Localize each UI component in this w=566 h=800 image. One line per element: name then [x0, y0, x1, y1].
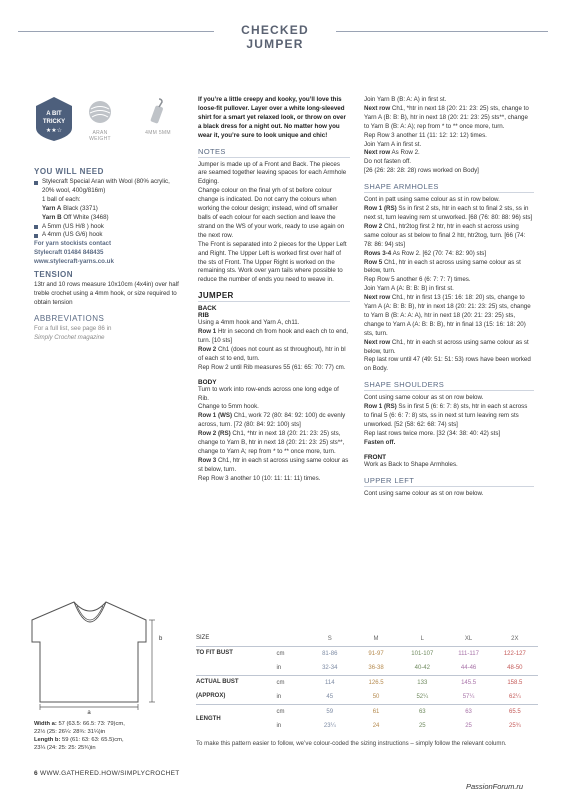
next-row-2	[364, 149, 534, 158]
cell-m: 50	[372, 694, 380, 700]
upper-left-rule	[364, 486, 534, 487]
width-line	[34, 720, 184, 728]
row-unit: in	[276, 723, 282, 730]
yarn-a-line	[34, 205, 182, 214]
row-label: TO FIT BUST	[196, 647, 276, 662]
cell-l: 25	[418, 723, 426, 730]
notes-rule	[198, 157, 350, 158]
cell-l: 63	[399, 705, 445, 720]
next-row-1-label: Next row	[364, 104, 391, 112]
abbreviations-text-1: For a full list, see page 86 in	[34, 324, 112, 332]
body-row-2	[198, 430, 350, 457]
yarn-b-label: Yarn B	[42, 213, 62, 221]
diagram-label-b: b	[159, 636, 163, 642]
cell-s: 114	[307, 676, 353, 691]
size-header-2x: 2X	[511, 636, 519, 642]
shoulders-rule	[364, 390, 534, 391]
width-cm: 57 (63.5: 66.5: 73: 79)cm,	[58, 721, 125, 727]
shoulders-para-1: Cont using same colour as st on row below.	[364, 394, 484, 402]
table-note: To make this pattern easier to follow, we’ve colour-coded the sizing instructions – simply follow the relevant column.	[196, 740, 507, 747]
yarn-b-value: Off White (3468)	[63, 213, 109, 221]
difficulty-stars-icon: ★★☆	[45, 127, 63, 134]
table-row	[196, 719, 538, 734]
body-heading: BODY	[198, 378, 217, 386]
front-para: Work as Back to Shape Armholes.	[364, 460, 458, 468]
front-heading: FRONT	[364, 453, 387, 461]
tension-heading: TENSION	[34, 270, 74, 280]
cell-s: 45	[326, 694, 334, 700]
cell-s: 23¼	[323, 723, 336, 730]
cell-l: 40-42	[414, 665, 430, 671]
hook-size-caption: 4MM 5MM	[145, 130, 171, 136]
rib-row-1-text: Htr in second ch from hook and each ch to end, turn. [10 sts]	[198, 328, 348, 345]
cell-s: 59	[307, 705, 353, 720]
shoulders-repeat: Rep last rows twice more. [32 (34: 38: 40: 42) sts]	[364, 429, 501, 437]
upper-left-para: Cont using same colour as st on row below.	[364, 489, 484, 497]
row-unit: in	[276, 694, 282, 700]
cell-m: 61	[353, 705, 399, 720]
row-unit: cm	[276, 676, 306, 691]
jumper-heading: JUMPER	[198, 291, 234, 301]
title-rule-left	[18, 31, 214, 32]
armholes-next-2-text: Ch1, htr in each st across using same colour as st below, turn.	[364, 338, 529, 355]
abbreviations-text-2: Simply Crochet magazine	[34, 333, 105, 341]
body-para-1: Turn to work into row-ends across one long edge of Rib.	[198, 385, 339, 402]
cell-l: 52¼	[416, 694, 429, 700]
rib-heading: RIB	[198, 312, 210, 320]
yarn-item: Stylecraft Special Aran with Wool (80% acrylic, 20% wool, 400g/816m)	[34, 178, 182, 196]
table-row	[196, 647, 538, 662]
watermark: PassionForum.ru	[466, 782, 524, 791]
cell-xl: 145.5	[445, 676, 491, 691]
cell-s: 81-86	[307, 647, 353, 662]
next-row-2-text: As Row 2.	[391, 149, 420, 157]
rib-row-1-label: Row 1	[198, 328, 217, 336]
yarn-a-value: Black (3371)	[63, 204, 98, 212]
rib-row-1	[198, 328, 350, 346]
armholes-row-5	[364, 259, 534, 277]
row-label: (APPROX)	[196, 693, 226, 700]
back-heading: BACK	[198, 305, 217, 313]
body-repeat: Rep Row 3 another 10 (10: 11: 11: 11) times.	[198, 474, 321, 482]
title-bar	[0, 22, 566, 51]
armholes-repeat-2: Rep last row until 47 (49: 51: 51: 53) rows have been worked on Body.	[364, 356, 531, 373]
size-header-l: L	[420, 636, 424, 642]
cell-m: 126.5	[353, 676, 399, 691]
page-footer	[34, 770, 180, 777]
upper-left-heading: UPPER LEFT	[364, 475, 415, 485]
yarn-b-line	[34, 214, 182, 223]
difficulty-badges	[34, 96, 182, 148]
cell-m: 24	[372, 723, 380, 730]
next-row-1	[364, 105, 534, 132]
size-header-unit	[276, 632, 306, 647]
intro-paragraph: If you’re a little creepy and kooky, you’ll love this loose-fit pullover. Layer over a white long-sleeved shirt for a smart yet relaxed look, or throw on over a black dress for a night out. No matter how you wear it, you’re sure to look unique and chic!	[198, 96, 346, 139]
hook-item-1: A 5mm (US H/8 ) hook	[34, 223, 182, 232]
rib-row-2-label: Row 2	[198, 345, 217, 353]
cell-2x: 122-127	[492, 647, 538, 662]
body-row-3-text: Ch1, htr in each st across using same colour as st below, turn.	[198, 456, 349, 473]
shape-shoulders-heading: SHAPE SHOULDERS	[364, 380, 445, 390]
notes-para-3: The Front is separated into 2 pieces for the Upper Left and Right. The Upper Left is worked first over half of the sts of Front. The Upper Right is worked on the remaining sts. Work over yarn tails where possible to reduce the number of ends you need to weave in.	[198, 240, 347, 284]
badge-line1: A BIT	[46, 111, 62, 117]
row-unit: cm	[276, 705, 306, 720]
rib-repeat: Rep Row 2 until Rib measures 55 (61: 65: 70: 77) cm.	[198, 363, 346, 371]
jumper-rule	[198, 301, 350, 302]
size-header-m: M	[373, 636, 379, 642]
armholes-next-1-text: Ch1, htr in first 13 (15: 16: 18: 20) sts, change to Yarn A (A: B: B: B), htr in next 18 (20: 21: 23: 25) sts, change to Yarn B (B: A: A: A), htr in next 18 (20: 21: 23: 25) sts, change to Yarn A (A: B: B: B), htr in final 13 (15: 16: 18: 20) sts, turn.	[364, 294, 531, 337]
hook-item-2: A 4mm (US G/6) hook	[34, 231, 182, 240]
do-not-fasten: Do not fasten off.	[364, 158, 412, 166]
shoulders-row-1	[364, 403, 534, 430]
armholes-row-2-text: Ch1, htr2tog first 2 htr, htr in each st across using same colour as st below to final 2 htr, htr2tog, turn. [66 (74: 78: 86: 94) sts]	[364, 222, 526, 248]
cell-xl: 25	[465, 723, 472, 730]
row-label	[196, 661, 276, 676]
cell-m: 36-38	[368, 665, 384, 671]
left-column	[34, 167, 182, 343]
table-row	[196, 690, 538, 705]
middle-column	[198, 96, 350, 484]
yarn-a-label: Yarn A	[42, 204, 62, 212]
diagram-label-a: a	[87, 710, 91, 714]
armholes-next-2-label: Next row	[364, 338, 391, 346]
right-para-1: Join Yarn B (B: A: A) in first st.	[364, 96, 447, 103]
body-row-2-label: Row 2 (RS)	[198, 430, 231, 438]
armholes-row-1-label: Row 1 (RS)	[364, 205, 397, 213]
cell-2x: 48-50	[507, 665, 523, 671]
width-label: Width a:	[34, 721, 57, 727]
armholes-next-2	[364, 339, 534, 357]
armholes-para-1: Cont in patt using same colour as st in row below.	[364, 196, 500, 204]
armholes-rows-3-4-label: Rows 3-4	[364, 249, 392, 257]
stockists-line-2: Stylecraft 01484 848435	[34, 249, 104, 257]
size-table-header	[196, 632, 538, 647]
armholes-row-1	[364, 205, 534, 223]
shape-armholes-heading: SHAPE ARMHOLES	[364, 182, 439, 192]
title-rule-right	[336, 31, 548, 32]
size-header-label: SIZE	[196, 635, 210, 642]
width-in: 22½ (25: 26¼: 28¾: 31¼)in	[34, 729, 106, 735]
rib-row-2-text: Ch1 (does not count as st throughout), htr in bl of each st to end, turn.	[198, 345, 346, 362]
table-row	[196, 676, 538, 691]
length-line	[34, 736, 184, 744]
row-label: LENGTH	[196, 715, 221, 722]
rib-para-1: Using a 4mm hook and Yarn A, ch11.	[198, 319, 300, 327]
abbreviations-heading: ABBREVIATIONS	[34, 313, 105, 323]
armholes-row-2-label: Row 2	[364, 222, 383, 230]
body-para-2: Change to 5mm hook.	[198, 403, 259, 411]
armholes-row-5-label: Row 5	[364, 258, 383, 266]
shoulders-fasten-off: Fasten off.	[364, 438, 396, 446]
armholes-row-1-text: Ss in first 2 sts, htr in each st to final 2 sts, ss in next st, turn leaving rem st unworked. [68 (76: 80: 88: 96) sts]	[364, 205, 533, 221]
armholes-repeat: Rep Row 5 another 6 (6: 7: 7: 7) times.	[364, 276, 471, 284]
badge-line2: TRICKY	[42, 119, 66, 125]
size-table	[196, 632, 538, 734]
crochet-hook-icon	[150, 98, 166, 124]
ball-line: 1 ball of each:	[42, 195, 81, 203]
shoulders-row-1-label: Row 1 (RS)	[364, 403, 397, 411]
row-count-1: [26 (26: 28: 28: 28) rows worked on Body]	[364, 167, 479, 175]
footer-url[interactable]: WWW.GATHERED.HOW/SIMPLYCROCHET	[40, 770, 180, 777]
difficulty-badge-icon	[34, 96, 74, 142]
yarn-ball-icon	[88, 100, 112, 124]
tension-text: 13tr and 10 rows measure 10x10cm (4x4in) over half treble crochet using a 4mm hook, or size required to obtain tension	[34, 281, 179, 306]
armholes-join: Join Yarn A (A: B: B: B) in first st.	[364, 285, 454, 293]
length-cm: 59 (61: 63: 63: 65.5)cm,	[62, 737, 124, 743]
cell-2x: 158.5	[492, 676, 538, 691]
next-row-1-text: Ch1, *htr in next 18 (20: 21: 23: 25) sts, change to Yarn A (B: B: B), htr in next 18 (20: 21: 23: 25) sts**, change to Yarn B (B: A: A); rep from * to ** once more, turn.	[364, 104, 529, 130]
body-row-1	[198, 412, 350, 430]
cell-2x: 65.5	[492, 705, 538, 720]
armholes-next-1-label: Next row	[364, 294, 391, 302]
notes-heading: NOTES	[198, 146, 226, 156]
you-will-need-heading: YOU WILL NEED	[34, 167, 104, 176]
armholes-row-2	[364, 223, 534, 250]
cell-m: 91-97	[353, 647, 399, 662]
stockists-line-1: For yarn stockists contact	[34, 240, 112, 248]
body-row-1-label: Row 1 (WS)	[198, 412, 233, 420]
body-row-2-text: Ch1, *htr in next 18 (20: 21: 23: 25) sts, change to Yarn B, htr in next 18 (20: 21: 23: 25) sts**, change to Yarn A; rep from * to ** once more, turn.	[198, 430, 345, 455]
measurements-block	[34, 720, 184, 752]
cell-2x: 25¾	[509, 723, 521, 730]
cell-s: 32-34	[322, 665, 338, 671]
notes-para-2: Change colour on the final yrh of st before colour change is indicated. Do not carry the colours when working the colour design; instead, wind off smaller balls of each colour for each section and leave the strand on the WS of your work, ready to use again on the next row.	[198, 187, 345, 239]
size-header-xl: XL	[464, 636, 473, 642]
cell-2x: 62¼	[509, 694, 521, 700]
yarn-weight-caption: ARAN WEIGHT	[89, 130, 111, 142]
table-row	[196, 661, 538, 676]
size-header-s: S	[327, 636, 332, 642]
right-column	[364, 96, 534, 499]
row-label: ACTUAL BUST	[196, 676, 276, 691]
armholes-rows-3-4-text: As Row 2. [62 (70: 74: 82: 90) sts]	[392, 249, 487, 257]
row-unit: cm	[276, 647, 306, 662]
armholes-rows-3-4	[364, 250, 534, 259]
repeat-1: Rep Row 3 another 11 (11: 12: 12: 12) times.	[364, 131, 487, 139]
cell-l: 133	[399, 676, 445, 691]
armholes-next-1	[364, 294, 534, 339]
row-unit: in	[276, 665, 282, 671]
materials-list	[34, 178, 182, 267]
jumper-schematic-diagram	[18, 598, 178, 714]
join-yarn-a: Join Yarn A in first st.	[364, 140, 422, 148]
notes-para-1: Jumper is made up of a Front and Back. The pieces are seamed together leaving spaces for each Armhole Edging.	[198, 160, 347, 186]
cell-xl: 57¼	[462, 694, 475, 700]
cell-xl: 44-46	[460, 665, 477, 671]
rib-row-2	[198, 346, 350, 364]
armholes-row-5-text: Ch1, htr in each st across using same colour as st below, turn.	[364, 258, 521, 275]
stockists-link[interactable]: www.stylecraft-yarns.co.uk	[34, 258, 114, 266]
cell-xl: 63	[445, 705, 491, 720]
length-label: Length b:	[34, 737, 61, 743]
page-title: CHECKED JUMPER	[241, 23, 309, 51]
body-row-3	[198, 457, 350, 475]
cell-l: 101-107	[399, 647, 445, 662]
armholes-rule	[364, 192, 534, 193]
body-row-3-label: Row 3	[198, 456, 217, 464]
cell-xl: 111-117	[445, 647, 491, 662]
next-row-2-label: Next row	[364, 149, 391, 157]
page-number: 6	[34, 770, 38, 777]
body-row-1-text: Ch1, work 72 (80: 84: 92: 100) dc evenly across, turn. [72 (80: 84: 92: 100) sts]	[198, 412, 346, 429]
length-in: 23¼ (24: 25: 25: 25¾)in	[34, 745, 96, 751]
shoulders-row-1-text: Ss in first 5 (6: 6: 7: 8) sts, htr in each st across to final 5 (6: 6: 7: 8) sts, ss in next st turn leaving rem sts unworked. [52 (58: 62: 68: 74) sts]	[364, 403, 528, 428]
